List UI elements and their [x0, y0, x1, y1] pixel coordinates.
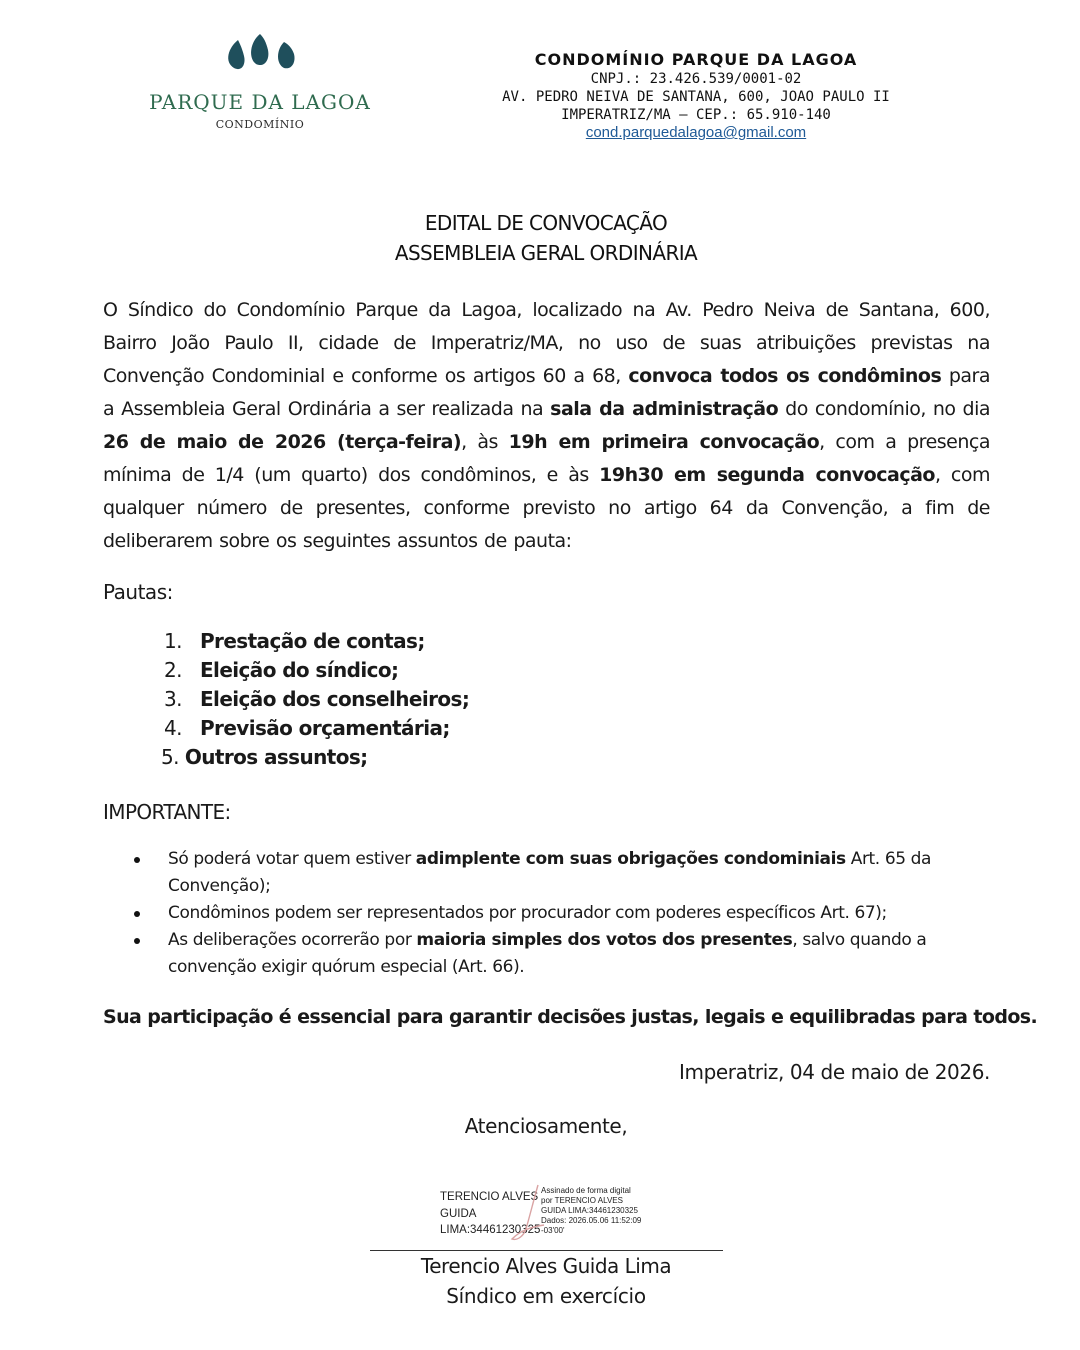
agenda-heading: Pautas: [103, 580, 173, 604]
body-bold: sala da administração [550, 398, 779, 420]
regards: Atenciosamente, [464, 1114, 628, 1138]
signature-line: TERENCIO ALVES [440, 1191, 539, 1203]
signature-detail: Assinado de forma digital [541, 1186, 631, 1195]
letterhead [460, 50, 932, 142]
body-bold: 19h30 em segunda convocação [599, 464, 935, 486]
agenda-item [164, 714, 469, 743]
water-drops-icon [224, 34, 296, 76]
agenda-item [164, 656, 469, 685]
city-cep: IMPERATRIZ/MA – CEP.: 65.910-140 [561, 107, 831, 123]
document-title [0, 208, 1080, 268]
email-link[interactable]: cond.parquedalagoa@gmail.com [585, 124, 807, 141]
title-line-2: ASSEMBLEIA GERAL ORDINÁRIA [394, 241, 698, 265]
item-text: Só poderá votar quem estiver [168, 849, 416, 869]
logo-subtitle: CONDOMÍNIO [215, 118, 305, 131]
item-text: Previsão orçamentária; [200, 716, 450, 740]
item-number: 4. [164, 716, 182, 740]
item-number: 3. [164, 687, 182, 711]
important-item [134, 846, 944, 900]
agenda-item [164, 685, 469, 714]
body-bold: convoca todos os condôminos [628, 365, 942, 387]
signature-detail: -03'00' [541, 1226, 565, 1235]
important-list [134, 846, 944, 981]
body-bold: 26 de maio de 2026 (terça-feira) [103, 431, 462, 453]
agenda-item [164, 627, 469, 656]
body-text: , com a presença mínima de 1/4 (um quarto) dos condôminos, e às [103, 431, 990, 486]
closing-statement: Sua participação é essencial para garantir decisões justas, legais e equilibradas para todos. [103, 1006, 1038, 1028]
bullet-icon [134, 857, 140, 863]
convocation-paragraph [103, 294, 990, 558]
signature-detail: GUIDA LIMA:34461230325 [541, 1206, 638, 1215]
body-bold: 19h em primeira convocação [508, 431, 820, 453]
signature-line: GUIDA [440, 1207, 477, 1220]
place-date: Imperatriz, 04 de maio de 2026. [679, 1060, 990, 1084]
item-text: As deliberações ocorrerão por [168, 930, 417, 950]
item-number: 5. [161, 745, 179, 769]
address: AV. PEDRO NEIVA DE SANTANA, 600, JOAO PAULO II [502, 89, 890, 105]
item-number: 1. [164, 629, 182, 653]
item-text: , salvo quando a convenção exigir quórum especial (Art. 66). [168, 930, 927, 977]
item-text: Condôminos podem ser representados por procurador com poderes específicos Art. 67); [168, 903, 887, 923]
condominium-logo [140, 34, 380, 134]
logo-brand-text: PARQUE DA LAGOA [149, 90, 371, 114]
item-bold: maioria simples dos votos dos presentes [416, 930, 793, 950]
agenda-list [161, 627, 470, 772]
title-line-1: EDITAL DE CONVOCAÇÃO [424, 211, 668, 235]
item-text: Eleição do síndico; [200, 658, 399, 682]
cnpj: CNPJ.: 23.426.539/0001-02 [590, 71, 802, 87]
important-item [134, 900, 944, 927]
signature-line-divider [370, 1250, 723, 1251]
condominium-name: CONDOMÍNIO PARQUE DA LAGOA [534, 50, 858, 69]
item-text: Prestação de contas; [200, 629, 425, 653]
body-text: do condomínio, no dia [778, 398, 991, 420]
signer-name: Terencio Alves Guida Lima [420, 1254, 672, 1278]
agenda-item [161, 743, 469, 772]
item-text: Art. 65 da Convenção); [168, 849, 932, 896]
signer-role: Síndico em exercício [446, 1284, 646, 1308]
signature-line: LIMA:34461230325 [440, 1224, 541, 1236]
item-text: Outros assuntos; [184, 745, 368, 769]
important-heading: IMPORTANTE: [103, 800, 231, 824]
item-text: Eleição dos conselheiros; [200, 687, 470, 711]
digital-signature-details [541, 1186, 651, 1236]
item-number: 2. [164, 658, 182, 682]
body-text: O Síndico do Condomínio Parque da Lagoa, localizado na Av. Pedro Neiva de Santana, 600, Bairro João Paulo II, cidade de Imperatriz/MA, no uso de suas atribuições previstas na Convenção Condominial e conforme os artigos 60 a 68, [103, 299, 990, 387]
item-bold: adimplente com suas obrigações condominiais [415, 849, 846, 869]
signature-detail: por TERENCIO ALVES [541, 1196, 623, 1205]
body-text: , com qualquer número de presentes, conforme previsto no artigo 64 da Convenção, a fim de deliberarem sobre os seguintes assuntos de pauta: [103, 464, 990, 552]
bullet-icon [134, 911, 140, 917]
body-text: para a Assembleia Geral Ordinária a ser realizada na [103, 365, 990, 420]
bullet-icon [134, 938, 140, 944]
body-text: , às [461, 431, 509, 453]
signature-detail: Dados: 2026.05.06 11:52:09 [541, 1216, 642, 1225]
important-item [134, 927, 944, 981]
